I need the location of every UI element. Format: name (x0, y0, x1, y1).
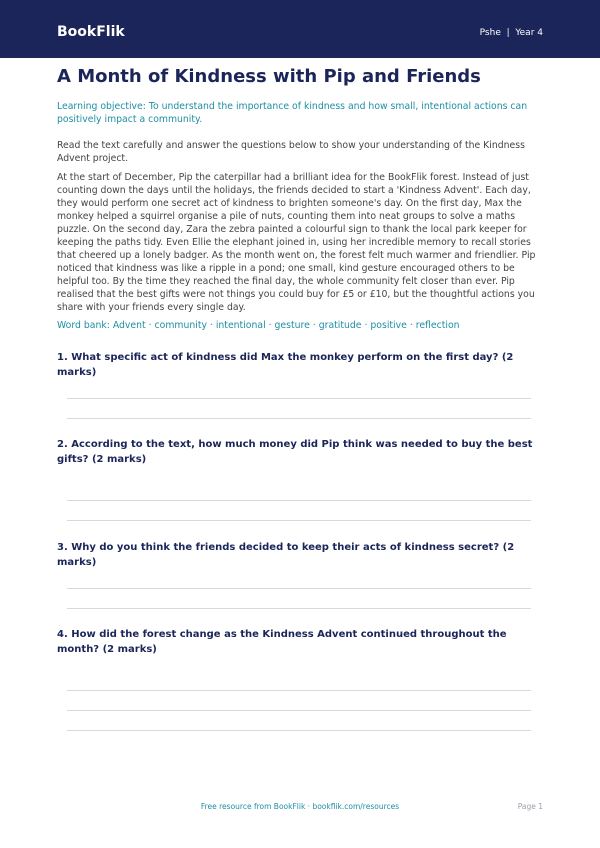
learning-objective: Learning objective: To understand the importance of kindness and how small, intentional actions can positively impact a community. (57, 101, 528, 125)
question-4: 4. How did the forest change as the Kindness Advent continued throughout the month? (2 marks) (57, 629, 507, 655)
question-3: 3. Why do you think the friends decided to keep their acts of kindness secret? (2 marks) (57, 542, 515, 568)
reading-passage: At the start of December, Pip the caterpillar had a brilliant idea for the BookFlik forest. Instead of just counting down the days until the holidays, the friends decided to start a 'Kindness Advent'. Each day, they would perform one secret act of kindness to brighten someone's day. On the first day, Max the monkey helped a squirrel organise a pile of nuts, counting them into neat groups to solve a maths puzzle. On the second day, Zara the zebra painted a colourful sign to thank the local park keeper for keeping the paths tidy. Even Ellie the elephant joined in, using her incredible memory to recall stories that cheered up a lonely badger. As the month went on, the forest felt much warmer and friendlier. Pip noticed that kindness was like a ripple in a pond; one small, kind gesture encouraged others to be helpful too. By the time they reached the final day, the whole community felt closer than ever. Pip realised that the best gifts were not things you could buy for £5 or £10, but the thoughtful actions you share with your friends every single day. (57, 172, 536, 313)
word-bank: Word bank: Advent · community · intentional · gesture · gratitude · positive · reflection (57, 320, 460, 331)
answer-line[interactable] (67, 520, 531, 521)
brand-logo: BookFlik (57, 24, 125, 40)
header-meta: Pshe | Year 4 (479, 28, 543, 38)
year-label: Year 4 (515, 28, 543, 38)
answer-line[interactable] (67, 398, 531, 399)
page-number: Page 1 (517, 802, 543, 811)
footer-credit: Free resource from BookFlik · bookflik.com/resources (200, 802, 400, 811)
worksheet-title: A Month of Kindness with Pip and Friends (57, 66, 481, 87)
answer-line[interactable] (67, 730, 531, 731)
answer-line[interactable] (67, 690, 531, 691)
answer-line[interactable] (67, 608, 531, 609)
answer-line[interactable] (67, 500, 531, 501)
question-2: 2. According to the text, how much money did Pip think was needed to buy the best gifts? (2 marks) (57, 439, 533, 465)
answer-line[interactable] (67, 588, 531, 589)
header-bar (0, 0, 600, 58)
subject-label: Pshe (479, 28, 501, 38)
instructions: Read the text carefully and answer the questions below to show your understanding of the Kindness Advent project. (57, 140, 525, 164)
answer-line[interactable] (67, 418, 531, 419)
question-1: 1. What specific act of kindness did Max the monkey perform on the first day? (2 marks) (57, 352, 514, 378)
answer-line[interactable] (67, 710, 531, 711)
